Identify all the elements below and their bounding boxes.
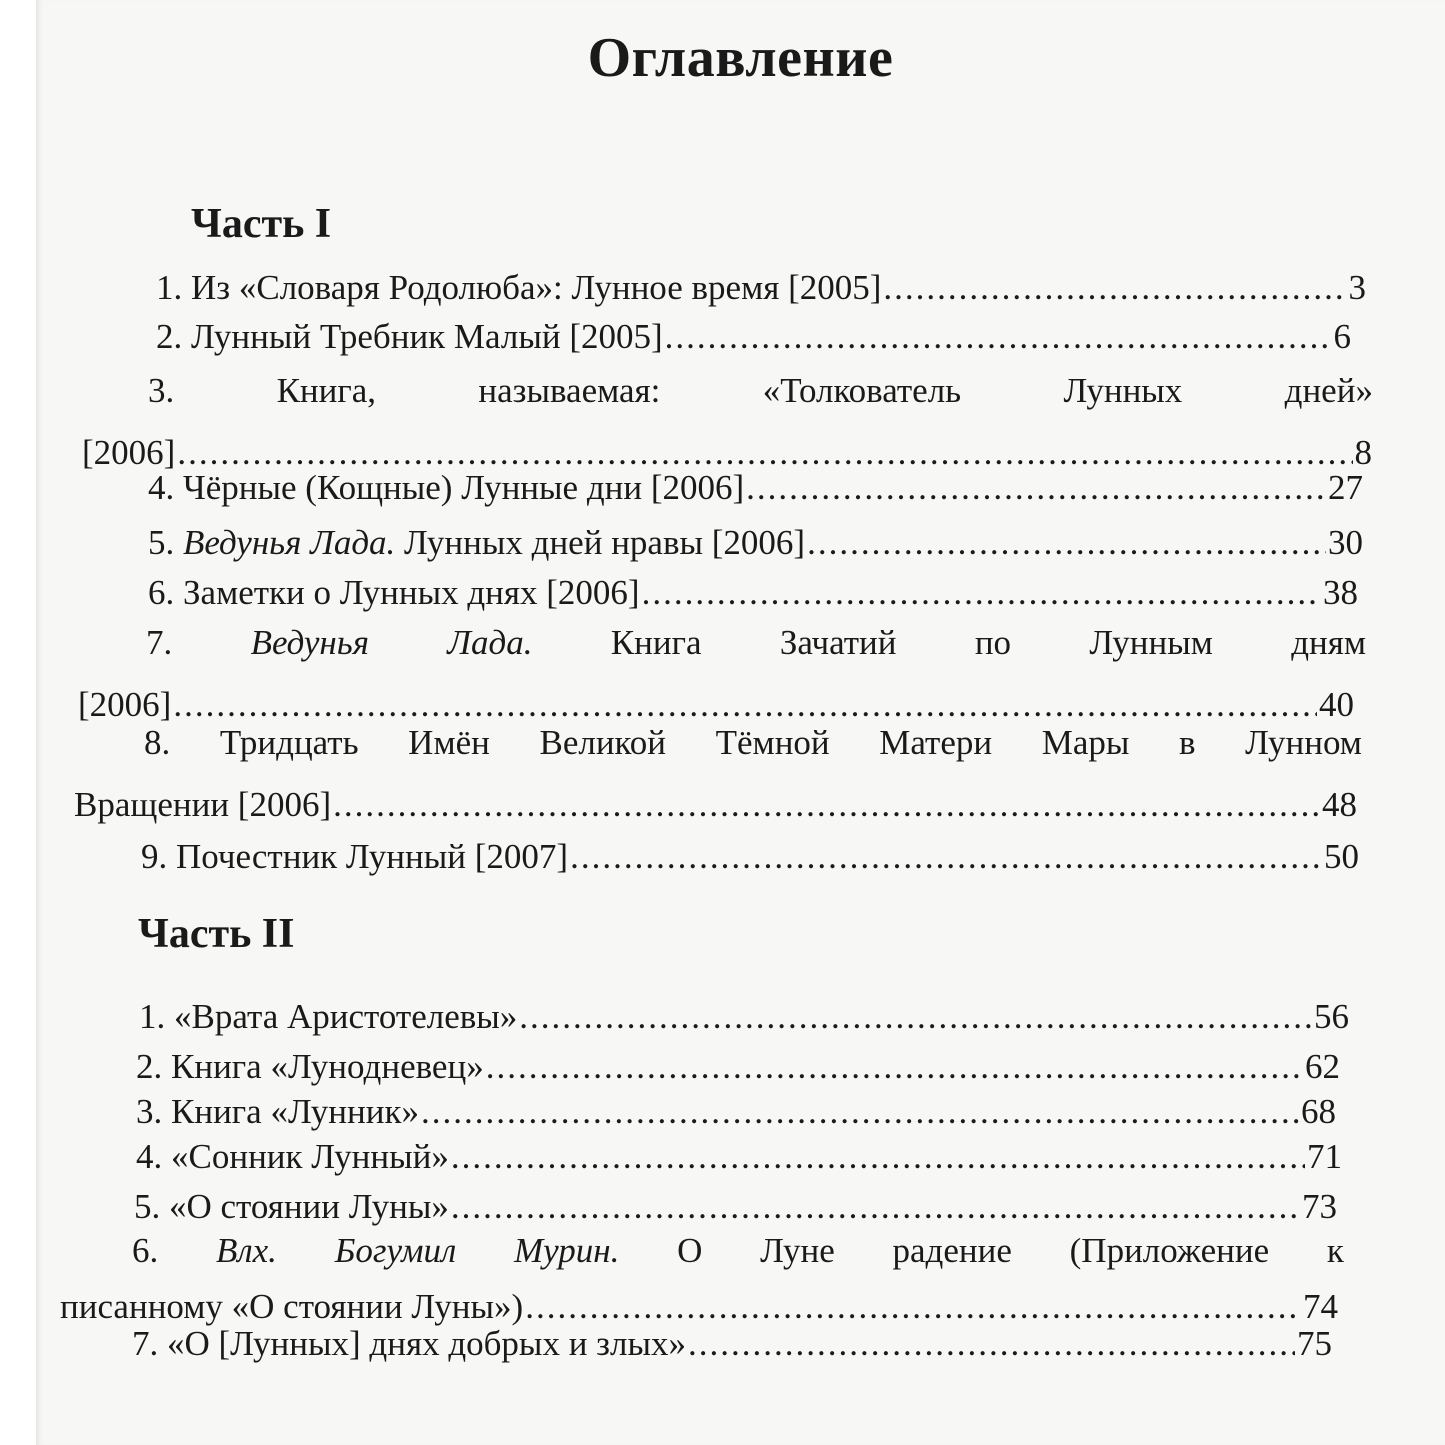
toc-entry: 6. Заметки о Лунных днях [2006] ..... 38 xyxy=(148,570,1358,616)
toc-entry-line1: 7. Ведунья Лада. Книга Зачатий по Лунным дням xyxy=(146,623,1366,662)
page-number: 68 xyxy=(1301,1092,1336,1131)
page-number: 75 xyxy=(1297,1324,1332,1363)
page-number: 50 xyxy=(1324,837,1359,876)
toc-entry: 4. Чёрные (Кощные) Лунные дни [2006] ..... 27 xyxy=(148,465,1363,511)
toc-entry: 7. «О [Лунных] днях добрых и злых» ..... 75 xyxy=(132,1315,1332,1367)
page-number: 40 xyxy=(1319,685,1354,724)
toc-entry-line2: писанному «О стоянии Луны») ..... 74 xyxy=(60,1270,1338,1330)
toc-entry: 3. Книга «Лунник» ..... 68 xyxy=(136,1075,1336,1135)
toc-entry: 2. Книга «Лунодневец» ..... 62 xyxy=(136,1030,1340,1090)
page-title: Оглавление xyxy=(587,27,894,89)
page-number: 6 xyxy=(1333,317,1351,356)
page-number: 73 xyxy=(1302,1187,1337,1226)
page-number: 71 xyxy=(1307,1137,1342,1176)
toc-entry: 9. Почестник Лунный [2007] ..... 50 xyxy=(141,820,1359,880)
page-number: 62 xyxy=(1305,1047,1340,1086)
part-heading-1: Часть I xyxy=(191,201,332,247)
page-number: 8 xyxy=(1354,433,1372,472)
page-number: 74 xyxy=(1303,1287,1338,1326)
toc-entry-line2: Вращении [2006] ..... 48 xyxy=(74,768,1357,828)
toc-entry: 4. «Сонник Лунный» ..... 71 xyxy=(136,1120,1342,1180)
toc-entry: 1. Из «Словаря Родолюба»: Лунное время [2005] ..... 3 xyxy=(156,265,1366,311)
page-number: 48 xyxy=(1322,785,1357,824)
toc-entry-line1: 3. Книга, называемая: «Толкователь Лунных дней» xyxy=(148,371,1373,410)
toc-entry-line2: [2006] ..... 40 xyxy=(78,660,1354,728)
toc-entry-line1: 6. Влх. Богумил Мурин. О Луне радение (Приложение к xyxy=(132,1231,1344,1270)
toc-entry: 2. Лунный Требник Малый [2005] ..... 6 xyxy=(156,314,1351,360)
page-number: 27 xyxy=(1328,468,1363,507)
toc-entry-line2: [2006] ..... 8 xyxy=(82,408,1372,476)
part-heading-2: Часть II xyxy=(138,911,295,957)
page-number: 30 xyxy=(1328,523,1363,562)
toc-entry: 5. Ведунья Лада. Лунных дней нравы [2006] ..... 30 xyxy=(148,520,1363,566)
page-number: 38 xyxy=(1323,573,1358,612)
page-number: 56 xyxy=(1314,997,1349,1036)
entry-author: Ведунья Лада. xyxy=(183,523,396,562)
toc-entry: 5. «О стоянии Луны» ..... 73 xyxy=(134,1170,1337,1230)
toc-entry: 1. «Врата Аристотелевы» ..... 56 xyxy=(139,980,1349,1040)
toc-page xyxy=(36,0,1445,1445)
toc-entry-line1: 8. Тридцать Имён Великой Тёмной Матери Мары в Лунном xyxy=(144,723,1362,762)
page-number: 3 xyxy=(1348,268,1366,307)
